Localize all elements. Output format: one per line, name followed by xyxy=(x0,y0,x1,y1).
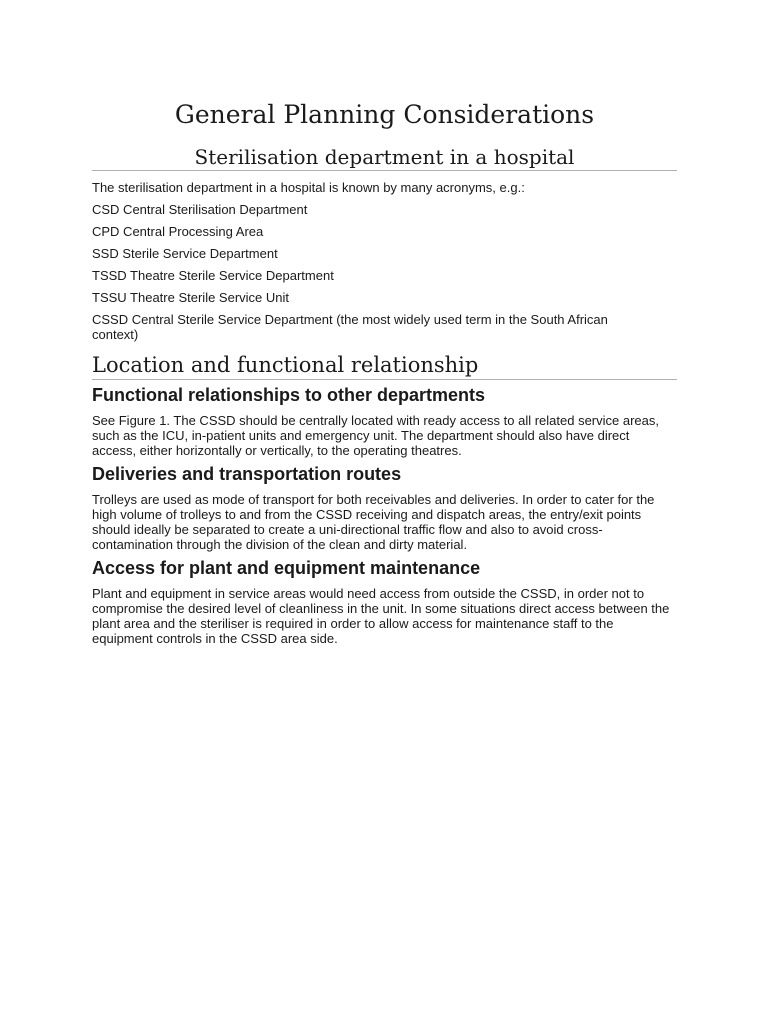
paragraph-functional-relationships: See Figure 1. The CSSD should be centrally located with ready access to all related service areas, such as the ICU, in-patient units and emergency unit. The department should also have direct access, either horizontally or vertically, to the operating theatres. xyxy=(92,413,659,458)
acronym-list-item: CSSD Central Sterile Service Department (the most widely used term in the South African context) xyxy=(92,312,608,342)
acronym-list-item: TSSU Theatre Sterile Service Unit xyxy=(92,290,289,305)
paragraph-deliveries-routes: Trolleys are used as mode of transport for both receivables and deliveries. In order to cater for the high volume of trolleys to and from the CSSD receiving and dispatch areas, the entry/exit points should ideally be separated to create a uni-directional traffic flow and also to avoid cross-contamination through the division of the clean and dirty material. xyxy=(92,492,655,552)
section-heading-location: Location and functional relationship xyxy=(92,354,677,380)
acronym-list-item: SSD Sterile Service Department xyxy=(92,246,278,261)
acronym-list-item: TSSD Theatre Sterile Service Department xyxy=(92,268,334,283)
subheading-deliveries-routes: Deliveries and transportation routes xyxy=(92,464,402,484)
section-intro-paragraph: The sterilisation department in a hospital is known by many acronyms, e.g.: xyxy=(92,180,525,195)
paragraph-plant-equipment-access: Plant and equipment in service areas would need access from outside the CSSD, in order not to compromise the desired level of cleanliness in the unit. In some situations direct access between the plant area and the steriliser is required in order to allow access for maintenance staff to the equipment controls in the CSSD area side. xyxy=(92,586,670,646)
acronym-list-item: CSD Central Sterilisation Department xyxy=(92,202,308,217)
subheading-plant-equipment-access: Access for plant and equipment maintenance xyxy=(92,558,481,578)
acronym-list-item: CPD Central Processing Area xyxy=(92,224,264,239)
section-heading-sterilisation: Sterilisation department in a hospital xyxy=(92,146,677,171)
subheading-functional-relationships: Functional relationships to other departments xyxy=(92,385,486,405)
document-title: General Planning Considerations xyxy=(174,100,595,129)
